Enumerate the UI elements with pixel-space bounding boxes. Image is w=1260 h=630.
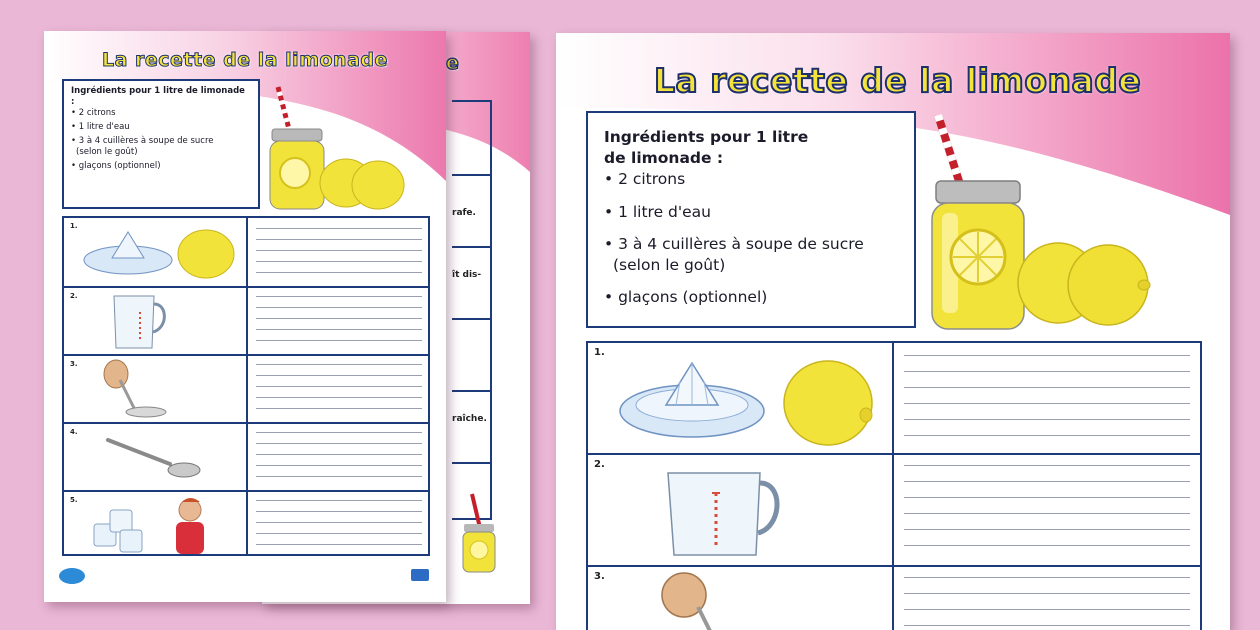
ice-cubes-and-child-icon	[90, 494, 240, 556]
writing-line	[904, 481, 1190, 482]
lemonade-jar-icon	[268, 75, 428, 215]
ingredient-ice: • glaçons (optionnel)	[604, 288, 768, 306]
lemonade-jar-icon	[928, 109, 1178, 335]
writing-line	[256, 375, 422, 376]
ingredient-sugar-note: (selon le goût)	[613, 256, 726, 274]
back-title-fragment: e	[446, 52, 460, 74]
writing-line	[904, 371, 1190, 372]
ingredients-heading: Ingrédients pour 1 litre de limonade :	[71, 86, 245, 107]
back-lemonade-jar-icon	[458, 490, 502, 576]
ingredient-ice: • glaçons (optionnel)	[71, 161, 161, 171]
large-worksheet	[556, 33, 1230, 630]
writing-line	[904, 545, 1190, 546]
small-steps-table	[62, 216, 430, 556]
writing-line	[256, 261, 422, 262]
small-page-title: La recette de la limonade	[102, 49, 388, 71]
ingredient-lemons: • 2 citrons	[71, 108, 116, 118]
footer-badge-icon	[410, 567, 430, 583]
writing-line	[256, 228, 422, 229]
writing-line	[256, 522, 422, 523]
ingredient-sugar-note: (selon le goût)	[76, 147, 138, 157]
small-worksheet	[44, 31, 446, 602]
writing-line	[904, 529, 1190, 530]
ingredients-box	[586, 111, 916, 328]
writing-line	[256, 476, 422, 477]
step-number: 4.	[70, 428, 78, 436]
steps-table	[586, 341, 1202, 630]
writing-line	[256, 318, 422, 319]
ingredient-sugar: • 3 à 4 cuillères à soupe de sucre	[71, 136, 214, 146]
spoon-in-hand-icon	[100, 358, 180, 420]
measuring-jug-icon	[660, 467, 790, 559]
writing-line	[256, 408, 422, 409]
writing-line	[904, 593, 1190, 594]
back-text-3: raîche.	[452, 414, 487, 424]
ingredients-heading: Ingrédients pour 1 litre de limonade :	[604, 128, 809, 167]
writing-line	[256, 250, 422, 251]
writing-line	[256, 432, 422, 433]
writing-line	[904, 403, 1190, 404]
writing-line	[256, 544, 422, 545]
writing-line	[256, 500, 422, 501]
back-text-1: rafe.	[452, 208, 476, 218]
writing-line	[904, 387, 1190, 388]
writing-line	[256, 533, 422, 534]
writing-line	[904, 625, 1190, 626]
writing-line	[904, 609, 1190, 610]
ingredient-water: • 1 litre d'eau	[604, 203, 712, 221]
ingredient-water: • 1 litre d'eau	[71, 122, 130, 132]
step-number: 1.	[594, 347, 605, 358]
measuring-jug-icon	[104, 292, 184, 352]
step-number: 1.	[70, 222, 78, 230]
ingredient-lemons: • 2 citrons	[604, 170, 686, 188]
spoon-in-hand-icon	[658, 571, 738, 630]
step-number: 3.	[70, 360, 78, 368]
step-number: 2.	[70, 292, 78, 300]
writing-line	[256, 307, 422, 308]
writing-line	[904, 435, 1190, 436]
writing-line	[904, 355, 1190, 356]
writing-line	[256, 340, 422, 341]
writing-line	[256, 465, 422, 466]
lemon-squeezer-icon	[78, 224, 238, 282]
writing-line	[256, 296, 422, 297]
page-title: La recette de la limonade	[654, 61, 1142, 100]
writing-line	[256, 454, 422, 455]
writing-line	[256, 511, 422, 512]
step-number: 2.	[594, 459, 605, 470]
writing-line	[904, 419, 1190, 420]
writing-line	[904, 577, 1190, 578]
writing-line	[256, 386, 422, 387]
small-ingredients-box	[62, 79, 260, 209]
back-text-2: ît dis-	[452, 270, 482, 280]
writing-line	[256, 329, 422, 330]
back-steps-table	[452, 100, 492, 520]
writing-line	[904, 513, 1190, 514]
step-number: 3.	[594, 571, 605, 582]
spoon-icon	[100, 430, 210, 482]
writing-line	[256, 397, 422, 398]
writing-line	[256, 272, 422, 273]
lemon-squeezer-icon	[614, 351, 874, 447]
writing-line	[256, 443, 422, 444]
twinkl-logo-icon	[58, 567, 86, 585]
step-number: 5.	[70, 496, 78, 504]
writing-line	[256, 364, 422, 365]
writing-line	[904, 497, 1190, 498]
writing-line	[256, 239, 422, 240]
ingredient-sugar: • 3 à 4 cuillères à soupe de sucre	[604, 235, 864, 253]
writing-line	[904, 465, 1190, 466]
